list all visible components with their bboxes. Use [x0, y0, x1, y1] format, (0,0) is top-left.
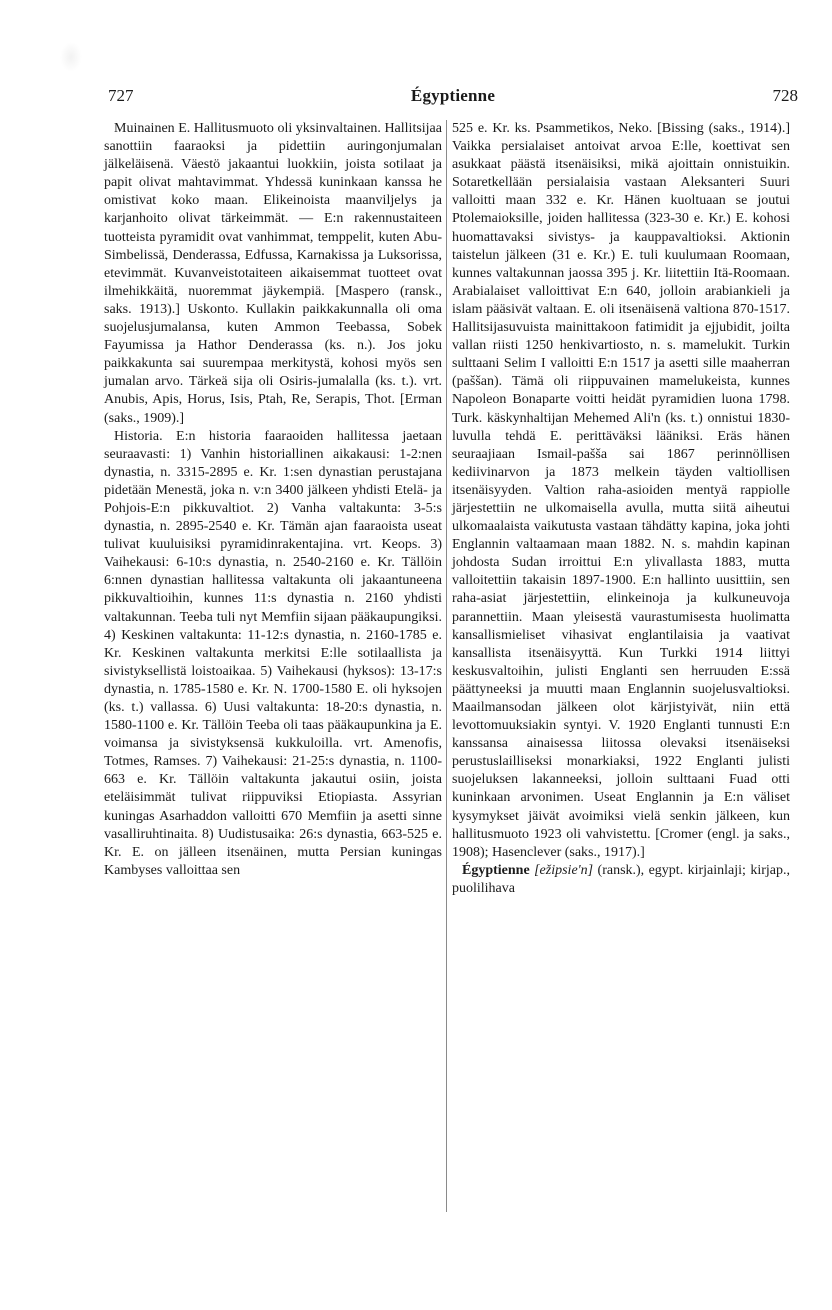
column-divider — [446, 120, 447, 1212]
entry-text: (ransk.), egypt. kirjainlaji; kirjap., puolilihava — [452, 862, 791, 896]
page-number-right: 728 — [772, 86, 798, 105]
running-head: Égyptienne — [410, 86, 496, 105]
page-header — [108, 86, 798, 110]
left-column — [104, 120, 442, 880]
entry-egyptienne — [452, 862, 790, 898]
paragraph-ancient-egypt: Muinainen E. Hallitusmuoto oli yksinvaltainen. Hallitsijaa sanottiin faaraoksi ja pidettiin auringonjumalan jälkeläisenä. Väestö jakaantui luokkiin, joista sotilaat ja papit olivat mahtavimmat. Yhdessä kuninkaan kanssa he omistivat koko maan. Elikeinoista maanviljelys ja karjanhoito olivat tärkeimmät. — E:n rakennustaiteen tuotteista pyramidit ovat vanhimmat, temppelit, kuten Abu-Simbelissä, Denderassa, Edfussa, Karnakissa ja Luksorissa, etevimmät. Kuvanveistotaiteen aikaisemmat tuotteet ovat ilmehikkäitä, nuoremmat jäykempiä. [Maspero (ransk., saks. 1913).] Uskonto. Kullakin paikkakunnalla oli oma suojelusjumalansa, kuten Ammon Teebassa, Sobek Fayumissa ja Hathor Denderassa (ks. n.). Jos joku paikkakunta sai suurempaa merkitystä, kohosi myös sen jumalan arvo. Tärkeä sija oli Osiris-jumalalla (ks. t.). vrt. Anubis, Apis, Horus, Isis, Ptah, Re, Serapis, Thot. [Erman (saks., 1909).] — [104, 121, 442, 426]
paragraph-history-continued: 525 e. Kr. ks. Psammetikos, Neko. [Bissing (saks., 1914).] Vaikka persialaiset antoivat arvoa E:lle, koettivat sen asukkaat päästä itsenäisiksi, mikä ajoittain onnistuikin. Sotaretkellään persialaisia vastaan Aleksanteri Suuri valloitti maan 332 e. Kr. Hänen kuoltuaan se joutui Ptolemaioksille, joiden hallitessa (323-30 e. Kr.) E. kohosi huomattavaksi sivistys- ja kauppavaltioksi. Aktionin taistelun jälkeen (31 e. Kr.) E. tuli kuulumaan Roomaan, kunnes valtakunnan jaossa 395 j. Kr. liitettiin Itä-Roomaan. Arabialaiset valloittivat E:n 640, jolloin arabiankieli ja islam pääsivät valtaan. E. oli itsenäisenä valtiona 870-1517. Hallitsijasuvuista mainittakoon fatimidit ja ejjubidit, joilta vallan riisti 1250 henkivartiosto, n. s. mamelukit. Turkin sulttaani Selim I valloitti E:n 1517 ja asetti sille maaherran (paššan). Tämä oli riippuvainen mamelukeista, kunnes Napoleon Bonaparte voitti heidät pyramidien luona 1798. Turk. käskynhaltijan Mehemed Ali'n (ks. t.) onnistui 1830-luvulla tehdä E. perittäväksi lääniksi. Eräs hänen seuraajiaan Ismail-pašša sai 1867 perinnöllisen kediivinarvon ja 1873 melkein täyden valtiollisen itsenäisyyden. Valtion raha-asioiden mentyä rappiolle järjestettiin ne ulkomaisella avulla, mutta siitä aiheutui ulkomaalaista vaikutusta vastaan tähdätty kapina, joka johti Englannin valtaamaan maan 1882. N. s. mahdin kapinan johdosta Sudan irroittui E:n ylivallasta 1883, mutta valloitettiin takaisin 1897-1900. E:n hallinto uusittiin, sen raha-asiat järjestettiin, elinkeinoja ja kulkuneuvoja parannettiin. Maan yleisestä vaurastumisesta huolimatta kansallismieliset vihasivat englantilaisia ja vaativat kansallista itsenäisyyttä. Kun Turkki 1914 liittyi keskusvaltoihin, julisti Englanti sen herruuden E:ssä päättyneeksi ja muutti maan Englannin suojelusvaltioksi. Maailmansodan jälkeen olot kärjistyivät, niin että levottomuuksiakin syntyi. V. 1920 Englanti tunnusti E:n kanssansa ainaisessa liitossa olevaksi itsenäiseksi perustuslailliseksi monarkiaksi, 1922 Englanti julisti suojeluksen lakanneeksi, jolloin sulttaani Fuad otti kuninkaan arvonimen. Useat Englannin ja E:n väliset kysymykset jäivät avoimiksi vielä senkin jälkeen, kun hallitusmuoto 1923 oli vahvistettu. [Cromer (engl. ja saks., 1908); Hasenclever (saks., 1917).] — [452, 121, 790, 860]
entry-headword: Égyptienne — [462, 862, 530, 878]
paper-smudge — [60, 42, 82, 72]
right-column — [452, 120, 790, 898]
page-number-left: 727 — [108, 86, 134, 105]
paragraph-history: Historia. E:n historia faaraoiden hallitessa jaetaan seuraavasti: 1) Vanhin historiallinen aikakausi: 1-2:nen dynastia, n. 3315-2895 e. Kr. 1:sen dynastian perustajana pidetään Menestä, joka n. v:n 3400 jälkeen yhdisti Etelä- ja Pohjois-E:n pikkuvaltiot. 2) Vanha valtakunta: 3-5:s dynastia, n. 2895-2540 e. Kr. Tämän ajan faaraoista useat tulivat kuuluisiksi pyramidinrakentajina. vrt. Keops. 3) Vaihekausi: 6-10:s dynastia, n. 2540-2160 e. Kr. Tällöin 6:nnen dynastian hallitessa valtakunta oli jakaantuneena pikkuvaltioihin, kunnes 11:s dynastia n. 2160 yhdisti valtakunnan. Teeba tuli nyt Memfiin sijaan pääkaupungiksi. 4) Keskinen valtakunta: 11-12:s dynastia, n. 2160-1785 e. Kr. Keskinen valtakunta merkitsi E:lle sotilaallista ja sivistyksellistä loistoaikaa. 5) Vaihekausi (hyksos): 13-17:s dynastia, n. 1785-1580 e. Kr. N. 1700-1580 E. oli hyksojen (ks. t.) vallassa. 6) Uusi valtakunta: 18-20:s dynastia, n. 1580-1100 e. Kr. Tällöin Teeba oli taas pääkaupunkina ja E. voimansa ja sivistyksensä kukkuloilla. vrt. Amenofis, Totmes, Ramses. 7) Vaihekausi: 21-25:s dynastia, n. 1100-663 e. Kr. Tällöin valtakunta jakautui osiin, joista eteläisimmät tulivat riippuviksi Etiopiasta. Assyrian kuningas Asarhaddon valloitti 670 Memfiin ja asetti sinne vasalliruhtinaita. 8) Uudistusaika: 26:s dynastia, 663-525 e. Kr. E. on jälleen itsenäinen, mutta Persian kuningas Kambyses valloittaa sen — [104, 428, 442, 878]
entry-pronunciation: [ežipsie'n] — [534, 862, 594, 878]
